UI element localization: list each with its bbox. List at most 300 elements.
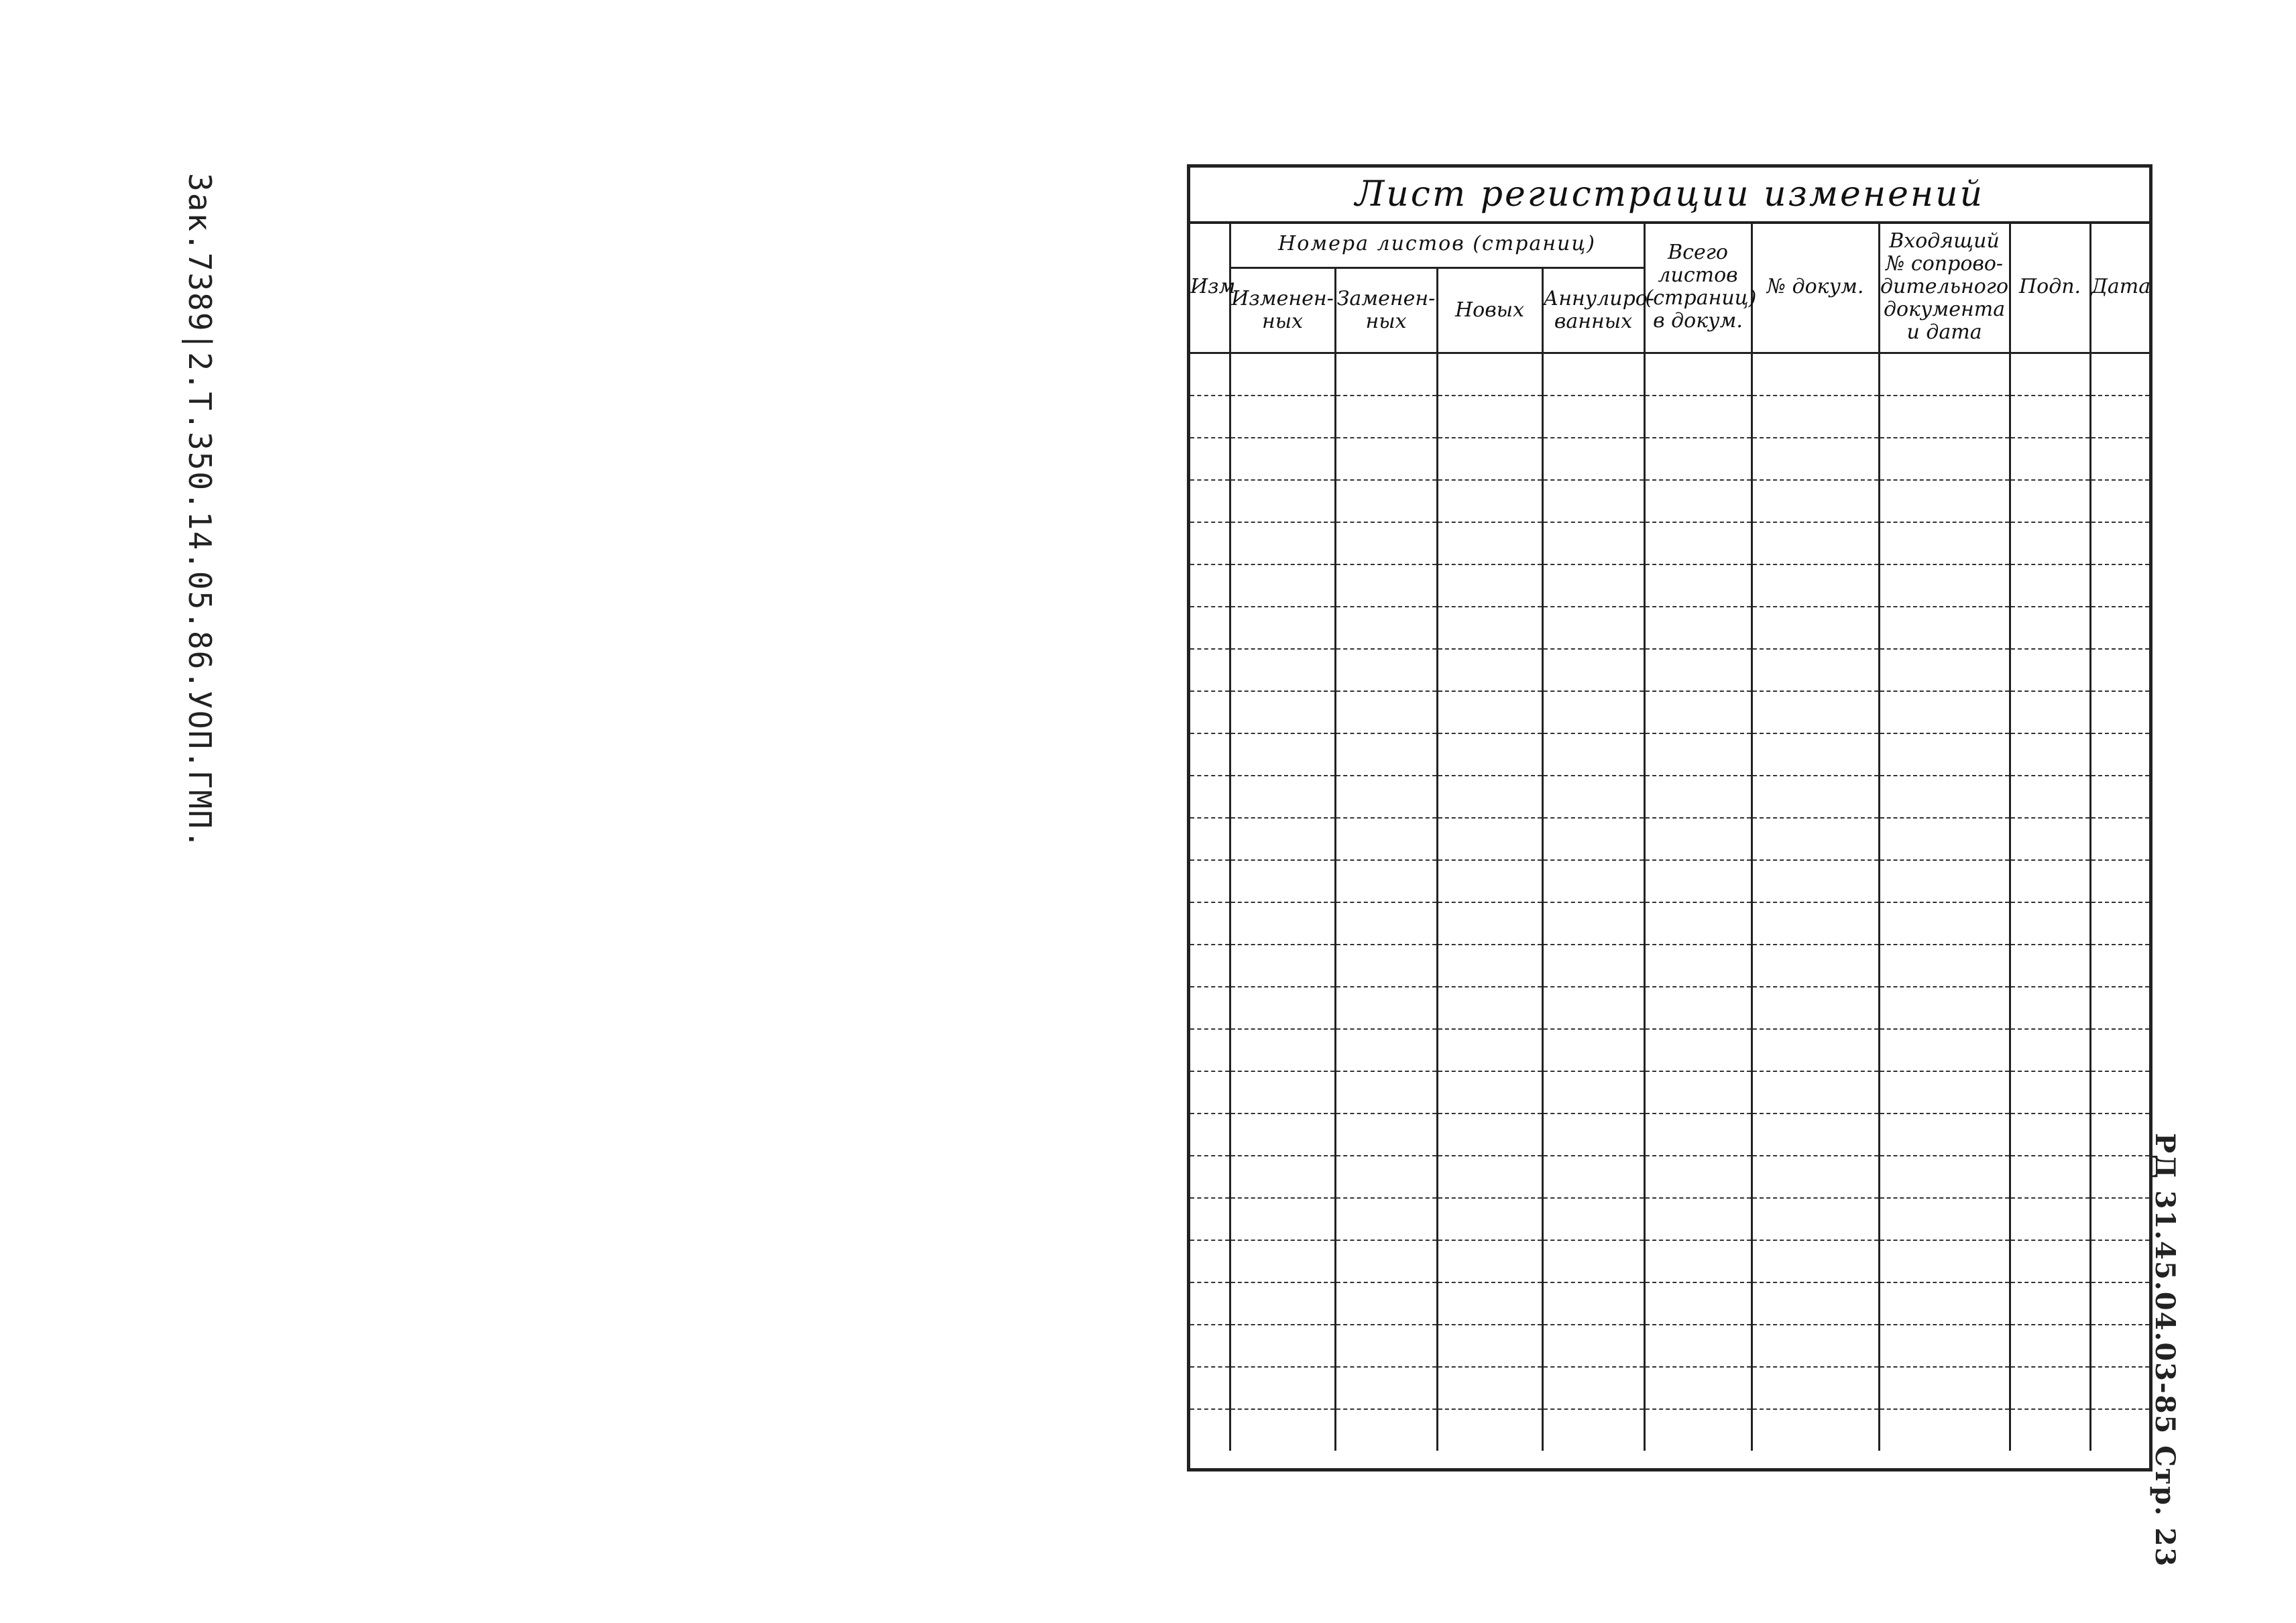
table-row — [1190, 564, 2149, 607]
table-cell — [2090, 353, 2149, 396]
table-row — [1190, 818, 2149, 860]
table-cell — [1644, 1114, 1752, 1156]
table-cell — [2090, 691, 2149, 733]
table-cell — [2010, 1409, 2090, 1451]
table-cell — [2010, 902, 2090, 945]
table-cell — [1230, 1198, 1335, 1240]
header-izm: Изм — [1190, 221, 1230, 353]
table-cell — [1230, 649, 1335, 691]
table-cell — [1335, 776, 1437, 818]
table-row — [1190, 987, 2149, 1029]
table-cell — [1752, 396, 1879, 438]
table-cell — [1190, 1114, 1230, 1156]
table-cell — [1879, 945, 2010, 987]
table-cell — [2010, 860, 2090, 902]
table-row — [1190, 607, 2149, 649]
table-cell — [1230, 1409, 1335, 1451]
table-cell — [1879, 480, 2010, 522]
table-cell — [1230, 1282, 1335, 1325]
table-cell — [1644, 818, 1752, 860]
table-cell — [1644, 691, 1752, 733]
table-cell — [1335, 1367, 1437, 1409]
table-cell — [1437, 1409, 1542, 1451]
table-cell — [1879, 1114, 2010, 1156]
table-cell — [1752, 733, 1879, 776]
table-cell — [1437, 1240, 1542, 1282]
header-izmenennykh: Изменен-ных — [1230, 268, 1335, 353]
table-row — [1190, 522, 2149, 564]
table-cell — [1437, 522, 1542, 564]
table-cell — [1190, 1029, 1230, 1071]
table-cell — [1542, 1240, 1644, 1282]
table-row — [1190, 1409, 2149, 1451]
table-cell — [2090, 733, 2149, 776]
table-cell — [1230, 776, 1335, 818]
table-cell — [1879, 649, 2010, 691]
table-cell — [2010, 522, 2090, 564]
table-cell — [1879, 522, 2010, 564]
table-cell — [2010, 733, 2090, 776]
table-row — [1190, 1071, 2149, 1114]
table-cell — [1230, 987, 1335, 1029]
table-cell — [1752, 1367, 1879, 1409]
table-row — [1190, 776, 2149, 818]
table-cell — [1542, 1367, 1644, 1409]
table-cell — [2090, 1367, 2149, 1409]
table-cell — [2090, 564, 2149, 607]
table-cell — [2010, 945, 2090, 987]
table-cell — [1230, 902, 1335, 945]
table-cell — [1190, 607, 1230, 649]
table-cell — [1644, 902, 1752, 945]
table-cell — [1752, 1325, 1879, 1367]
table-cell — [1542, 733, 1644, 776]
table-cell — [2010, 1198, 2090, 1240]
table-cell — [2090, 1071, 2149, 1114]
table-row — [1190, 1240, 2149, 1282]
table-cell — [2010, 1156, 2090, 1198]
header-podp: Подп. — [2010, 221, 2090, 353]
table-cell — [1879, 1240, 2010, 1282]
table-cell — [1437, 564, 1542, 607]
table-cell — [2010, 396, 2090, 438]
table-cell — [1879, 1198, 2010, 1240]
table-cell — [1752, 438, 1879, 480]
table-row — [1190, 860, 2149, 902]
table-cell — [1752, 1029, 1879, 1071]
table-cell — [1335, 649, 1437, 691]
table-cell — [1437, 1029, 1542, 1071]
table-cell — [1542, 564, 1644, 607]
table-cell — [1190, 1367, 1230, 1409]
table-cell — [1644, 649, 1752, 691]
table-row — [1190, 691, 2149, 733]
table-cell — [1335, 1240, 1437, 1282]
table-cell — [1437, 818, 1542, 860]
table-cell — [1752, 1071, 1879, 1114]
table-row — [1190, 902, 2149, 945]
table-cell — [1879, 564, 2010, 607]
table-cell — [1542, 607, 1644, 649]
table-cell — [1542, 1282, 1644, 1325]
table-cell — [1335, 522, 1437, 564]
table-cell — [2090, 945, 2149, 987]
table-cell — [1190, 733, 1230, 776]
table-cell — [1644, 1282, 1752, 1325]
table-cell — [1437, 860, 1542, 902]
table-cell — [1230, 1071, 1335, 1114]
table-cell — [1879, 860, 2010, 902]
table-cell — [1752, 691, 1879, 733]
table-cell — [1879, 1156, 2010, 1198]
table-cell — [1879, 1367, 2010, 1409]
table-cell — [1879, 353, 2010, 396]
table-cell — [1644, 987, 1752, 1029]
table-cell — [1230, 860, 1335, 902]
table-cell — [1542, 1029, 1644, 1071]
table-cell — [1644, 1071, 1752, 1114]
table-cell — [1190, 564, 1230, 607]
table-cell — [2090, 860, 2149, 902]
table-cell — [1190, 1282, 1230, 1325]
table-cell — [1190, 691, 1230, 733]
table-cell — [1542, 776, 1644, 818]
table-cell — [1644, 1198, 1752, 1240]
table-row — [1190, 396, 2149, 438]
table-cell — [1752, 1156, 1879, 1198]
table-cell — [1644, 1156, 1752, 1198]
table-cell — [1190, 902, 1230, 945]
table-cell — [1335, 480, 1437, 522]
table-cell — [2010, 1114, 2090, 1156]
table-cell — [2090, 522, 2149, 564]
table-cell — [1752, 522, 1879, 564]
header-novykh: Новых — [1437, 268, 1542, 353]
table-row — [1190, 1282, 2149, 1325]
table-cell — [1335, 1282, 1437, 1325]
table-cell — [1335, 1409, 1437, 1451]
table-cell — [1230, 691, 1335, 733]
table-cell — [1879, 691, 2010, 733]
table-cell — [1230, 564, 1335, 607]
header-nomer-dokum: № докум. — [1752, 221, 1879, 353]
table-cell — [1752, 607, 1879, 649]
table-cell — [2090, 1198, 2149, 1240]
table-cell — [2090, 818, 2149, 860]
table-cell — [1879, 1325, 2010, 1367]
table-cell — [1190, 1156, 1230, 1198]
table-cell — [2090, 1156, 2149, 1198]
table-cell — [1335, 1325, 1437, 1367]
table-cell — [1437, 902, 1542, 945]
table-row — [1190, 438, 2149, 480]
table-cell — [1542, 438, 1644, 480]
table-cell — [1230, 1325, 1335, 1367]
table-cell — [1335, 1029, 1437, 1071]
header-group-sheets: Номера листов (страниц) — [1230, 221, 1644, 268]
table-cell — [1752, 353, 1879, 396]
table-cell — [1437, 1114, 1542, 1156]
table-cell — [1542, 649, 1644, 691]
table-cell — [1230, 945, 1335, 987]
table-cell — [1644, 776, 1752, 818]
table-row — [1190, 733, 2149, 776]
table-cell — [2090, 902, 2149, 945]
header-vkhodyashchiy: Входящий № сопрово-дительного документа и дата — [1879, 221, 2010, 353]
table-cell — [1190, 1198, 1230, 1240]
table-cell — [1644, 1029, 1752, 1071]
table-cell — [2010, 776, 2090, 818]
table-cell — [1752, 649, 1879, 691]
table-cell — [1879, 396, 2010, 438]
table-cell — [1644, 522, 1752, 564]
table-cell — [1335, 1114, 1437, 1156]
header-annulirovannykh: Аннулиро-ванных — [1542, 268, 1644, 353]
table-cell — [2010, 1071, 2090, 1114]
table-cell — [1437, 945, 1542, 987]
table-cell — [1879, 438, 2010, 480]
table-body — [1190, 353, 2149, 1451]
table-cell — [1230, 396, 1335, 438]
table-cell — [1879, 1029, 2010, 1071]
table-row — [1190, 1367, 2149, 1409]
table-cell — [1335, 1156, 1437, 1198]
table-cell — [1644, 945, 1752, 987]
table-cell — [1879, 1071, 2010, 1114]
table-cell — [1644, 1240, 1752, 1282]
table-cell — [1542, 1156, 1644, 1198]
table-cell — [1542, 1071, 1644, 1114]
table-cell — [1190, 522, 1230, 564]
table-cell — [1437, 649, 1542, 691]
table-cell — [1335, 987, 1437, 1029]
table-cell — [1644, 1409, 1752, 1451]
table-cell — [1190, 987, 1230, 1029]
archive-stamp-left: Зак.7389|2.Т.350.14.05.86.УОП.ГМП. — [182, 173, 218, 850]
table-cell — [1437, 1367, 1542, 1409]
table-cell — [1542, 860, 1644, 902]
table-cell — [1644, 1325, 1752, 1367]
table-cell — [1190, 353, 1230, 396]
table-cell — [1335, 733, 1437, 776]
table-cell — [1190, 1409, 1230, 1451]
table-cell — [1644, 480, 1752, 522]
table-cell — [1644, 607, 1752, 649]
table-cell — [1190, 396, 1230, 438]
table-cell — [1230, 818, 1335, 860]
table-cell — [1190, 1325, 1230, 1367]
table-cell — [2090, 1029, 2149, 1071]
table-cell — [1437, 691, 1542, 733]
table-cell — [2090, 396, 2149, 438]
table-cell — [1190, 945, 1230, 987]
table-cell — [1752, 1198, 1879, 1240]
table-cell — [1437, 396, 1542, 438]
table-cell — [1542, 1325, 1644, 1367]
table-cell — [1437, 1198, 1542, 1240]
table-cell — [1752, 1114, 1879, 1156]
table-cell — [1190, 1240, 1230, 1282]
table-cell — [1437, 776, 1542, 818]
table-cell — [2090, 1240, 2149, 1282]
table-cell — [1230, 1367, 1335, 1409]
table-cell — [1230, 522, 1335, 564]
table-cell — [1437, 353, 1542, 396]
table-cell — [1437, 480, 1542, 522]
table-cell — [2010, 353, 2090, 396]
table-cell — [1230, 353, 1335, 396]
table-cell — [1335, 818, 1437, 860]
table-cell — [1879, 902, 2010, 945]
table-cell — [1437, 733, 1542, 776]
table-row — [1190, 1198, 2149, 1240]
table-row — [1190, 649, 2149, 691]
table-cell — [1335, 607, 1437, 649]
table-cell — [1335, 396, 1437, 438]
table-cell — [1644, 564, 1752, 607]
table-cell — [1752, 902, 1879, 945]
table-cell — [1879, 1282, 2010, 1325]
table-cell — [1335, 945, 1437, 987]
table-cell — [1190, 438, 1230, 480]
table-cell — [2010, 1240, 2090, 1282]
table-cell — [1752, 564, 1879, 607]
table-cell — [1752, 818, 1879, 860]
table-cell — [1542, 396, 1644, 438]
table-cell — [1752, 945, 1879, 987]
table-cell — [2090, 1325, 2149, 1367]
table-cell — [1437, 1325, 1542, 1367]
table-cell — [2090, 776, 2149, 818]
table-cell — [2010, 649, 2090, 691]
table-cell — [1542, 987, 1644, 1029]
table-cell — [1752, 776, 1879, 818]
table-cell — [1752, 987, 1879, 1029]
table-cell — [1879, 733, 2010, 776]
table-cell — [1644, 860, 1752, 902]
table-cell — [1644, 396, 1752, 438]
header-row-1 — [1190, 221, 2149, 268]
document-code-right: РД 31.45.04.03-85 Стр. 23 — [2149, 1133, 2181, 1568]
table-cell — [1542, 1198, 1644, 1240]
table-cell — [1752, 1409, 1879, 1451]
table-cell — [2010, 480, 2090, 522]
table-cell — [1879, 776, 2010, 818]
table-cell — [1335, 564, 1437, 607]
table-cell — [2090, 607, 2149, 649]
table-row — [1190, 480, 2149, 522]
table-cell — [1752, 1282, 1879, 1325]
table-cell — [1230, 1029, 1335, 1071]
table-cell — [2010, 1325, 2090, 1367]
table-cell — [1190, 860, 1230, 902]
table-cell — [2090, 987, 2149, 1029]
header-zamenennykh: Заменен-ных — [1335, 268, 1437, 353]
table-cell — [1335, 1071, 1437, 1114]
table-cell — [1437, 607, 1542, 649]
table-cell — [1879, 1409, 2010, 1451]
table-cell — [1190, 1071, 1230, 1114]
table-row — [1190, 1325, 2149, 1367]
table-cell — [2090, 480, 2149, 522]
table-cell — [1335, 691, 1437, 733]
table-cell — [2010, 1282, 2090, 1325]
table-cell — [1542, 353, 1644, 396]
table-cell — [1542, 1409, 1644, 1451]
table-cell — [1335, 860, 1437, 902]
table-cell — [1542, 522, 1644, 564]
header-vsego-listov: Всего листов (страниц) в докум. — [1644, 221, 1752, 353]
table-cell — [1644, 1367, 1752, 1409]
table-cell — [2010, 691, 2090, 733]
table-cell — [1644, 733, 1752, 776]
table-cell — [1752, 860, 1879, 902]
table-cell — [1230, 1156, 1335, 1198]
table-cell — [2010, 564, 2090, 607]
table-cell — [2090, 438, 2149, 480]
table-cell — [2010, 438, 2090, 480]
table-cell — [2090, 1409, 2149, 1451]
header-data: Дата — [2090, 221, 2149, 353]
table-cell — [1335, 1198, 1437, 1240]
table-row — [1190, 1114, 2149, 1156]
table-cell — [2010, 987, 2090, 1029]
table-cell — [1542, 945, 1644, 987]
table-cell — [1230, 480, 1335, 522]
table-cell — [1437, 1071, 1542, 1114]
table-cell — [1335, 902, 1437, 945]
table-cell — [1190, 649, 1230, 691]
table-cell — [1752, 480, 1879, 522]
table-cell — [2010, 1029, 2090, 1071]
table-cell — [1190, 776, 1230, 818]
registration-table — [1190, 221, 2149, 1451]
table-cell — [1230, 733, 1335, 776]
table-cell — [1542, 691, 1644, 733]
table-cell — [1542, 902, 1644, 945]
table-cell — [2010, 607, 2090, 649]
table-cell — [1335, 353, 1437, 396]
table-cell — [1190, 480, 1230, 522]
table-cell — [1437, 987, 1542, 1029]
table-cell — [1542, 818, 1644, 860]
table-cell — [1879, 607, 2010, 649]
table-row — [1190, 1029, 2149, 1071]
table-cell — [2010, 818, 2090, 860]
table-row — [1190, 945, 2149, 987]
table-cell — [1542, 1114, 1644, 1156]
table-row — [1190, 1156, 2149, 1198]
table-cell — [1644, 438, 1752, 480]
table-row — [1190, 353, 2149, 396]
table-cell — [1230, 1114, 1335, 1156]
table-cell — [2090, 649, 2149, 691]
table-cell — [1230, 607, 1335, 649]
table-cell — [2090, 1282, 2149, 1325]
table-cell — [1752, 1240, 1879, 1282]
table-cell — [2090, 1114, 2149, 1156]
table-cell — [1230, 438, 1335, 480]
table-cell — [1437, 438, 1542, 480]
table-cell — [2010, 1367, 2090, 1409]
table-cell — [1437, 1156, 1542, 1198]
table-cell — [1879, 987, 2010, 1029]
table-cell — [1437, 1282, 1542, 1325]
change-registration-form — [1187, 164, 2152, 1471]
table-cell — [1335, 438, 1437, 480]
table-cell — [1644, 353, 1752, 396]
table-cell — [1190, 818, 1230, 860]
